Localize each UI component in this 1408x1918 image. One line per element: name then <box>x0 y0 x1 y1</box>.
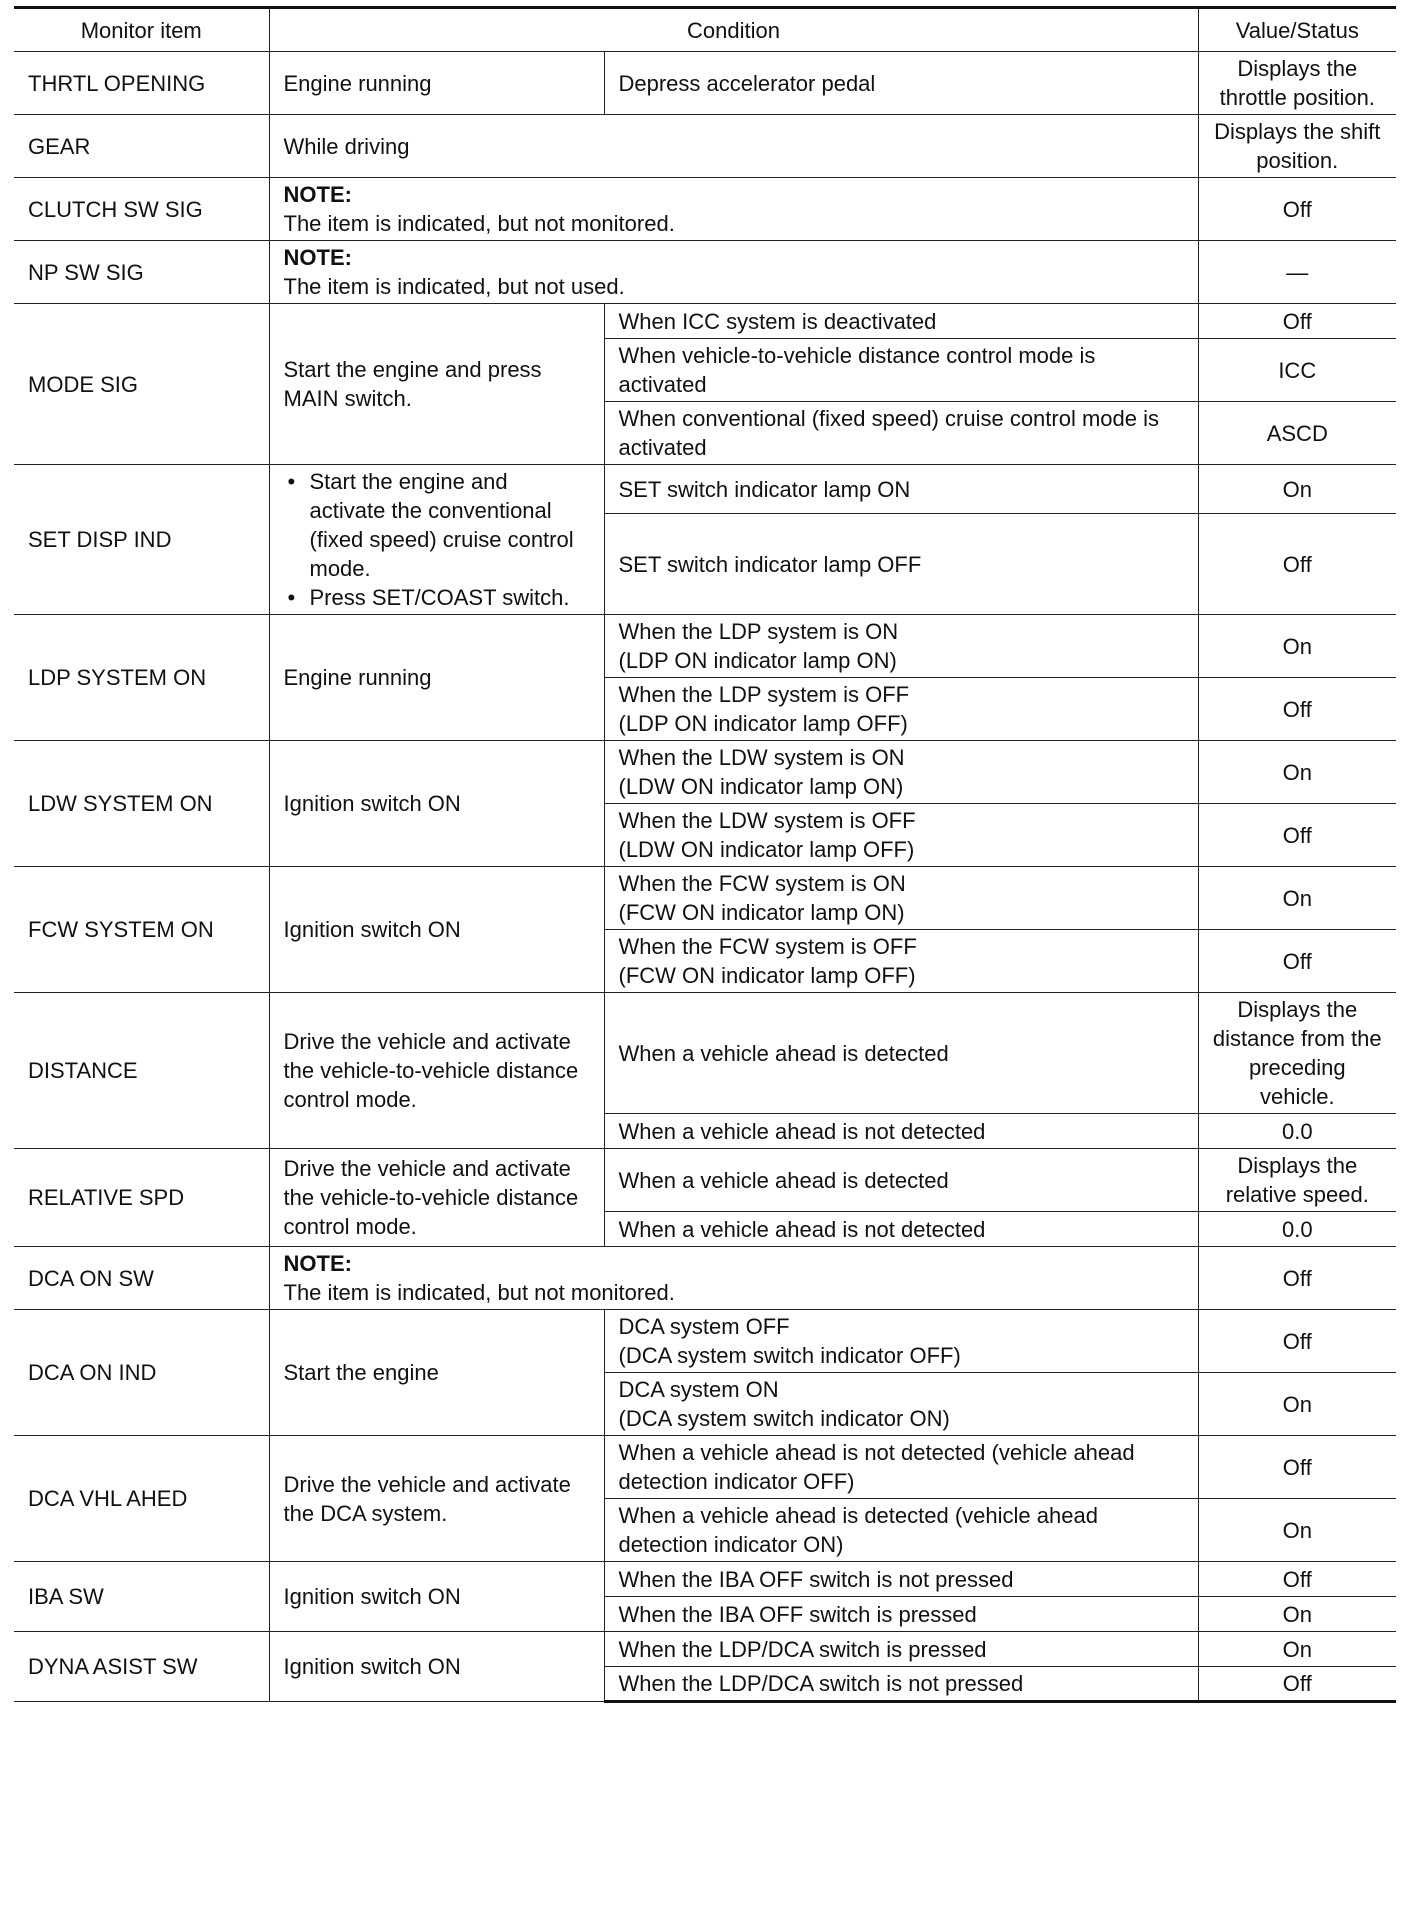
value-cell: ICC <box>1198 339 1396 402</box>
value-cell: On <box>1198 465 1396 514</box>
table-row <box>14 867 1396 930</box>
monitor-item-cell: LDW SYSTEM ON <box>14 741 269 867</box>
sub-condition-line: (DCA system switch indicator ON) <box>618 1406 950 1431</box>
sub-condition-line: (LDP ON indicator lamp OFF) <box>618 711 908 736</box>
sub-condition-line: (FCW ON indicator lamp ON) <box>618 900 905 925</box>
condition-cell: Ignition switch ON <box>269 867 604 993</box>
note-cell <box>269 178 1198 241</box>
table-row <box>14 465 1396 514</box>
value-cell: Off <box>1198 1667 1396 1702</box>
sub-condition-cell: When the LDP/DCA switch is pressed <box>604 1632 1198 1667</box>
note-cell <box>269 241 1198 304</box>
value-cell: Displays the relative speed. <box>1198 1149 1396 1212</box>
note-text: The item is indicated, but not monitored. <box>283 211 675 236</box>
sub-condition-cell <box>604 1373 1198 1436</box>
value-cell: Off <box>1198 514 1396 615</box>
value-cell: On <box>1198 1632 1396 1667</box>
value-cell: On <box>1198 1373 1396 1436</box>
sub-condition-cell <box>604 804 1198 867</box>
sub-condition-cell: SET switch indicator lamp OFF <box>604 514 1198 615</box>
sub-condition-line: (LDW ON indicator lamp OFF) <box>618 837 915 862</box>
condition-step: • Press SET/COAST switch. <box>310 583 590 612</box>
monitor-item-cell: DYNA ASIST SW <box>14 1632 269 1702</box>
value-cell: On <box>1198 741 1396 804</box>
note-label: NOTE: <box>283 245 352 270</box>
value-cell: On <box>1198 615 1396 678</box>
sub-condition-cell: When conventional (fixed speed) cruise control mode is activated <box>604 402 1198 465</box>
sub-condition-cell: Depress accelerator pedal <box>604 52 1198 115</box>
condition-cell: Ignition switch ON <box>269 741 604 867</box>
sub-condition-cell <box>604 867 1198 930</box>
value-cell: Displays the shift position. <box>1198 115 1396 178</box>
sub-condition-line: When the LDP system is OFF <box>618 682 910 707</box>
sub-condition-cell <box>604 741 1198 804</box>
table-row <box>14 241 1396 304</box>
monitor-item-cell: SET DISP IND <box>14 465 269 615</box>
value-cell: Off <box>1198 1247 1396 1310</box>
value-cell: ASCD <box>1198 402 1396 465</box>
condition-cell: Drive the vehicle and activate the vehicle-to-vehicle distance control mode. <box>269 1149 604 1247</box>
table-row <box>14 304 1396 339</box>
header-value-status: Value/Status <box>1198 8 1396 52</box>
header-condition: Condition <box>269 8 1198 52</box>
sub-condition-cell: When a vehicle ahead is not detected <box>604 1114 1198 1149</box>
monitor-item-cell: LDP SYSTEM ON <box>14 615 269 741</box>
note-text: The item is indicated, but not monitored. <box>283 1280 675 1305</box>
table-row <box>14 1632 1396 1667</box>
condition-cell: Ignition switch ON <box>269 1632 604 1702</box>
header-monitor-item: Monitor item <box>14 8 269 52</box>
value-cell: Off <box>1198 804 1396 867</box>
value-cell: Off <box>1198 930 1396 993</box>
condition-step: • Start the engine and activate the conventional (fixed speed) cruise control mode. <box>310 467 590 583</box>
condition-cell: Start the engine and press MAIN switch. <box>269 304 604 465</box>
condition-steps-list <box>284 467 590 612</box>
table-row <box>14 1310 1396 1373</box>
table-row <box>14 993 1396 1114</box>
table-header-row <box>14 8 1396 52</box>
value-cell: On <box>1198 867 1396 930</box>
table-row <box>14 1247 1396 1310</box>
sub-condition-cell: When a vehicle ahead is not detected (vehicle ahead detection indicator OFF) <box>604 1436 1198 1499</box>
value-cell: 0.0 <box>1198 1114 1396 1149</box>
value-cell: Off <box>1198 304 1396 339</box>
sub-condition-line: When the LDW system is OFF <box>618 808 916 833</box>
condition-cell: Drive the vehicle and activate the vehicle-to-vehicle distance control mode. <box>269 993 604 1149</box>
condition-cell: Engine running <box>269 615 604 741</box>
value-cell: Displays the distance from the preceding vehicle. <box>1198 993 1396 1114</box>
sub-condition-cell <box>604 678 1198 741</box>
sub-condition-cell: When ICC system is deactivated <box>604 304 1198 339</box>
table-row <box>14 1149 1396 1212</box>
sub-condition-cell: When a vehicle ahead is not detected <box>604 1212 1198 1247</box>
monitor-item-cell: RELATIVE SPD <box>14 1149 269 1247</box>
monitor-item-cell: DCA VHL AHED <box>14 1436 269 1562</box>
condition-cell: Start the engine <box>269 1310 604 1436</box>
monitor-item-cell: NP SW SIG <box>14 241 269 304</box>
sub-condition-line: (LDP ON indicator lamp ON) <box>618 648 897 673</box>
note-cell <box>269 1247 1198 1310</box>
table-row <box>14 1562 1396 1597</box>
value-cell: Off <box>1198 178 1396 241</box>
sub-condition-line: (DCA system switch indicator OFF) <box>618 1343 961 1368</box>
monitor-table-sheet <box>14 6 1396 1703</box>
value-cell: Off <box>1198 1562 1396 1597</box>
monitor-item-cell: THRTL OPENING <box>14 52 269 115</box>
table-row <box>14 741 1396 804</box>
sub-condition-line: When the FCW system is OFF <box>618 934 917 959</box>
sub-condition-cell: When the IBA OFF switch is not pressed <box>604 1562 1198 1597</box>
value-cell: On <box>1198 1597 1396 1632</box>
condition-cell: Ignition switch ON <box>269 1562 604 1632</box>
table-row <box>14 115 1396 178</box>
condition-cell <box>269 465 604 615</box>
sub-condition-cell <box>604 930 1198 993</box>
monitor-item-cell: GEAR <box>14 115 269 178</box>
value-cell: Off <box>1198 1436 1396 1499</box>
note-label: NOTE: <box>283 1251 352 1276</box>
monitor-item-cell: CLUTCH SW SIG <box>14 178 269 241</box>
value-cell: Displays the throttle position. <box>1198 52 1396 115</box>
sub-condition-cell: When a vehicle ahead is detected <box>604 993 1198 1114</box>
sub-condition-cell: When vehicle-to-vehicle distance control mode is activated <box>604 339 1198 402</box>
note-text: The item is indicated, but not used. <box>283 274 625 299</box>
monitor-item-cell: IBA SW <box>14 1562 269 1632</box>
monitor-item-table <box>14 6 1396 1703</box>
monitor-item-cell: DCA ON SW <box>14 1247 269 1310</box>
note-label: NOTE: <box>283 182 352 207</box>
sub-condition-line: When the LDW system is ON <box>618 745 905 770</box>
table-row <box>14 615 1396 678</box>
sub-condition-cell <box>604 615 1198 678</box>
sub-condition-line: When the FCW system is ON <box>618 871 906 896</box>
condition-cell: Engine running <box>269 52 604 115</box>
sub-condition-line: (LDW ON indicator lamp ON) <box>618 774 904 799</box>
value-cell: Off <box>1198 1310 1396 1373</box>
sub-condition-line: When the LDP system is ON <box>618 619 899 644</box>
value-cell: Off <box>1198 678 1396 741</box>
sub-condition-cell: When a vehicle ahead is detected (vehicle ahead detection indicator ON) <box>604 1499 1198 1562</box>
table-row <box>14 52 1396 115</box>
sub-condition-line: (FCW ON indicator lamp OFF) <box>618 963 916 988</box>
condition-cell: Drive the vehicle and activate the DCA system. <box>269 1436 604 1562</box>
monitor-item-cell: DISTANCE <box>14 993 269 1149</box>
monitor-item-cell: DCA ON IND <box>14 1310 269 1436</box>
sub-condition-line: DCA system ON <box>618 1377 779 1402</box>
value-cell: 0.0 <box>1198 1212 1396 1247</box>
condition-cell: While driving <box>269 115 1198 178</box>
sub-condition-cell: SET switch indicator lamp ON <box>604 465 1198 514</box>
value-cell: On <box>1198 1499 1396 1562</box>
sub-condition-cell: When the LDP/DCA switch is not pressed <box>604 1667 1198 1702</box>
sub-condition-cell: When a vehicle ahead is detected <box>604 1149 1198 1212</box>
sub-condition-line: DCA system OFF <box>618 1314 790 1339</box>
monitor-item-cell: MODE SIG <box>14 304 269 465</box>
sub-condition-cell <box>604 1310 1198 1373</box>
table-row <box>14 178 1396 241</box>
table-row <box>14 1436 1396 1499</box>
monitor-item-cell: FCW SYSTEM ON <box>14 867 269 993</box>
sub-condition-cell: When the IBA OFF switch is pressed <box>604 1597 1198 1632</box>
value-cell: — <box>1198 241 1396 304</box>
